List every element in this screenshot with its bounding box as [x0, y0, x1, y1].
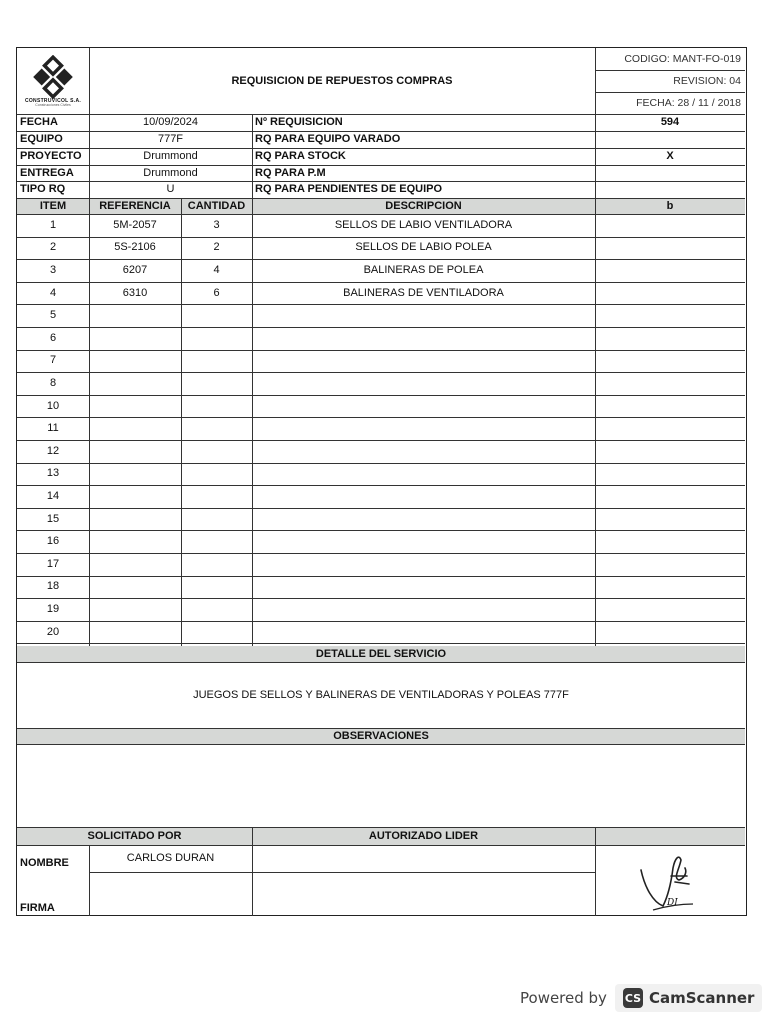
tipo-value: U	[166, 183, 175, 195]
row-referencia	[89, 530, 181, 553]
row-descripcion	[252, 553, 595, 576]
grid-hline	[17, 643, 745, 644]
row-referencia: 6207	[122, 263, 148, 276]
stock-value: X	[666, 150, 674, 162]
proyecto-label: PROYECTO	[20, 150, 82, 162]
row-referencia	[89, 485, 181, 508]
nreq-value: 594	[660, 116, 680, 128]
row-referencia	[89, 327, 181, 350]
col-cant-header: CANTIDAD	[187, 199, 246, 212]
row-cantidad	[181, 395, 252, 418]
company-subtitle: Construcciones Civiles	[35, 102, 71, 107]
row-item: 1	[49, 218, 57, 231]
row-cantidad	[181, 350, 252, 373]
grid-hline	[17, 553, 745, 554]
grid-hline	[17, 372, 745, 373]
row-cantidad	[181, 485, 252, 508]
proyecto-value: Drummond	[143, 150, 198, 162]
grid-vline	[595, 114, 596, 646]
row-descripcion	[252, 417, 595, 440]
grid-hline	[17, 417, 745, 418]
camscanner-icon: CS	[623, 988, 643, 1008]
row-descripcion	[252, 372, 595, 395]
grid-vline	[181, 198, 182, 646]
nombre-value: CARLOS DURAN	[126, 852, 215, 864]
grid-hline	[17, 131, 745, 132]
grid-hline	[17, 440, 745, 441]
row-descripcion	[252, 530, 595, 553]
form-title: REQUISICION DE REPUESTOS COMPRAS	[231, 74, 453, 87]
signature-initials: DI	[667, 898, 678, 908]
grid-hline	[17, 744, 745, 745]
nombre-label: NOMBRE	[20, 857, 69, 869]
scanner-watermark	[520, 983, 762, 1013]
grid-hline	[17, 198, 745, 199]
row-descripcion	[252, 327, 595, 350]
grid-vline	[252, 827, 253, 916]
row-item: 10	[46, 399, 60, 412]
row-descripcion	[252, 576, 595, 599]
row-cantidad: 2	[213, 241, 220, 254]
observaciones-text	[17, 744, 745, 827]
row-cantidad	[181, 576, 252, 599]
col-desc-header: DESCRIPCION	[385, 199, 462, 212]
camscanner-brand: CamScanner	[648, 989, 755, 1007]
doc-code: CODIGO: MANT-FO-019	[624, 52, 741, 65]
row-referencia	[89, 621, 181, 644]
grid-vline	[89, 198, 90, 646]
grid-hline	[17, 530, 745, 531]
grid-vline	[252, 114, 253, 646]
autorizado-label: AUTORIZADO LIDER	[368, 829, 479, 842]
grid-hline	[17, 662, 745, 663]
grid-hline	[17, 728, 745, 729]
tipo-label: TIPO RQ	[20, 183, 66, 195]
row-referencia: 5S-2106	[114, 241, 156, 254]
grid-vline	[595, 827, 596, 916]
grid-hline	[17, 304, 745, 305]
row-item: 11	[47, 422, 59, 435]
col-ref-header: REFERENCIA	[99, 199, 171, 212]
grid-hline	[17, 621, 745, 622]
col-extra-header: b	[666, 199, 674, 212]
row-item: 20	[46, 625, 60, 638]
row-descripcion	[252, 463, 595, 486]
row-item: 3	[49, 263, 57, 276]
row-descripcion	[252, 508, 595, 531]
row-cantidad	[181, 530, 252, 553]
stock-label: RQ PARA STOCK	[255, 150, 346, 162]
row-item: 5	[49, 309, 57, 322]
grid-hline	[595, 70, 745, 71]
grid-hline	[17, 114, 745, 115]
row-cantidad	[181, 553, 252, 576]
row-referencia	[89, 395, 181, 418]
nreq-label: Nº REQUISICION	[255, 116, 343, 128]
row-item: 4	[49, 286, 57, 299]
varado-value	[595, 131, 745, 148]
row-descripcion: BALINERAS DE VENTILADORA	[343, 286, 504, 299]
grid-hline	[17, 395, 745, 396]
detalle-label: DETALLE DEL SERVICIO	[315, 647, 447, 660]
row-referencia	[89, 598, 181, 621]
grid-vline	[89, 48, 90, 114]
grid-hline	[17, 327, 745, 328]
row-descripcion	[252, 485, 595, 508]
row-item: 2	[49, 241, 57, 254]
doc-date: FECHA: 28 / 11 / 2018	[636, 96, 741, 109]
row-cantidad	[181, 440, 252, 463]
grid-vline	[595, 48, 596, 114]
equipo-value: 777F	[157, 133, 184, 145]
row-cantidad	[181, 598, 252, 621]
requisition-form	[16, 47, 747, 916]
row-referencia	[89, 440, 181, 463]
row-descripcion	[252, 350, 595, 373]
grid-hline	[17, 576, 745, 577]
fecha-label: FECHA	[20, 116, 58, 128]
firma-label: FIRMA	[20, 902, 55, 914]
row-cantidad	[181, 508, 252, 531]
row-referencia	[89, 463, 181, 486]
powered-by-text: Powered by	[520, 989, 607, 1007]
row-referencia	[89, 553, 181, 576]
grid-hline	[17, 845, 745, 846]
row-descripcion: SELLOS DE LABIO VENTILADORA	[334, 218, 513, 231]
row-item: 15	[46, 512, 60, 525]
doc-revision: REVISION: 04	[673, 74, 741, 87]
row-referencia: 6310	[122, 286, 148, 299]
grid-hline	[17, 827, 745, 828]
grid-hline	[89, 872, 595, 873]
grid-vline	[89, 845, 90, 916]
grid-hline	[595, 92, 745, 93]
row-cantidad: 3	[213, 218, 220, 231]
row-descripcion: SELLOS DE LABIO POLEA	[355, 241, 492, 254]
row-cantidad	[181, 327, 252, 350]
grid-hline	[17, 259, 745, 260]
grid-hline	[17, 148, 745, 149]
row-item: 18	[46, 580, 60, 593]
row-item: 8	[49, 376, 57, 389]
row-item: 13	[46, 467, 60, 480]
fecha-value: 10/09/2024	[142, 116, 199, 128]
row-item: 14	[46, 489, 60, 502]
row-cantidad	[181, 621, 252, 644]
col-item-header: ITEM	[39, 199, 67, 212]
grid-hline	[17, 350, 745, 351]
observaciones-label: OBSERVACIONES	[333, 729, 429, 742]
pendientes-label: RQ PARA PENDIENTES DE EQUIPO	[255, 183, 443, 195]
row-item: 12	[46, 444, 60, 457]
camscanner-badge	[615, 984, 763, 1012]
grid-hline	[17, 237, 745, 238]
grid-hline	[17, 508, 745, 509]
company-name: CONSTRUVICOL S.A.	[24, 97, 82, 104]
row-referencia: 5M-2057	[113, 218, 157, 231]
row-descripcion	[252, 440, 595, 463]
pendientes-value	[595, 181, 745, 198]
construvicol-logo-icon	[21, 55, 85, 99]
varado-label: RQ PARA EQUIPO VARADO	[255, 133, 401, 145]
row-referencia	[89, 417, 181, 440]
company-logo	[17, 48, 89, 114]
grid-hline	[17, 485, 745, 486]
row-cantidad	[181, 372, 252, 395]
row-referencia	[89, 508, 181, 531]
row-descripcion: BALINERAS DE POLEA	[363, 263, 484, 276]
entrega-value: Drummond	[143, 166, 198, 179]
row-item: 16	[46, 535, 60, 548]
row-item: 6	[49, 331, 57, 344]
row-item: 17	[46, 557, 60, 570]
row-cantidad	[181, 463, 252, 486]
row-cantidad: 6	[213, 286, 220, 299]
row-cantidad	[181, 417, 252, 440]
row-item: 19	[46, 602, 60, 615]
row-referencia	[89, 350, 181, 373]
row-descripcion	[252, 598, 595, 621]
row-descripcion	[252, 395, 595, 418]
detalle-text: JUEGOS DE SELLOS Y BALINERAS DE VENTILADORAS Y POLEAS 777F	[193, 688, 569, 701]
row-cantidad: 4	[213, 263, 220, 276]
solicitado-label: SOLICITADO POR	[87, 829, 182, 842]
pm-value	[595, 165, 745, 181]
grid-hline	[17, 181, 745, 182]
row-cantidad	[181, 304, 252, 327]
row-referencia	[89, 304, 181, 327]
row-descripcion	[252, 621, 595, 644]
grid-hline	[17, 214, 745, 215]
row-item: 7	[49, 354, 57, 367]
equipo-label: EQUIPO	[20, 133, 63, 145]
handwritten-signature	[627, 848, 707, 914]
grid-hline	[17, 282, 745, 283]
pm-label: RQ PARA P.M	[255, 166, 326, 179]
grid-hline	[17, 165, 745, 166]
row-referencia	[89, 372, 181, 395]
row-referencia	[89, 576, 181, 599]
grid-hline	[17, 598, 745, 599]
entrega-label: ENTREGA	[20, 166, 74, 179]
grid-hline	[17, 463, 745, 464]
row-descripcion	[252, 304, 595, 327]
